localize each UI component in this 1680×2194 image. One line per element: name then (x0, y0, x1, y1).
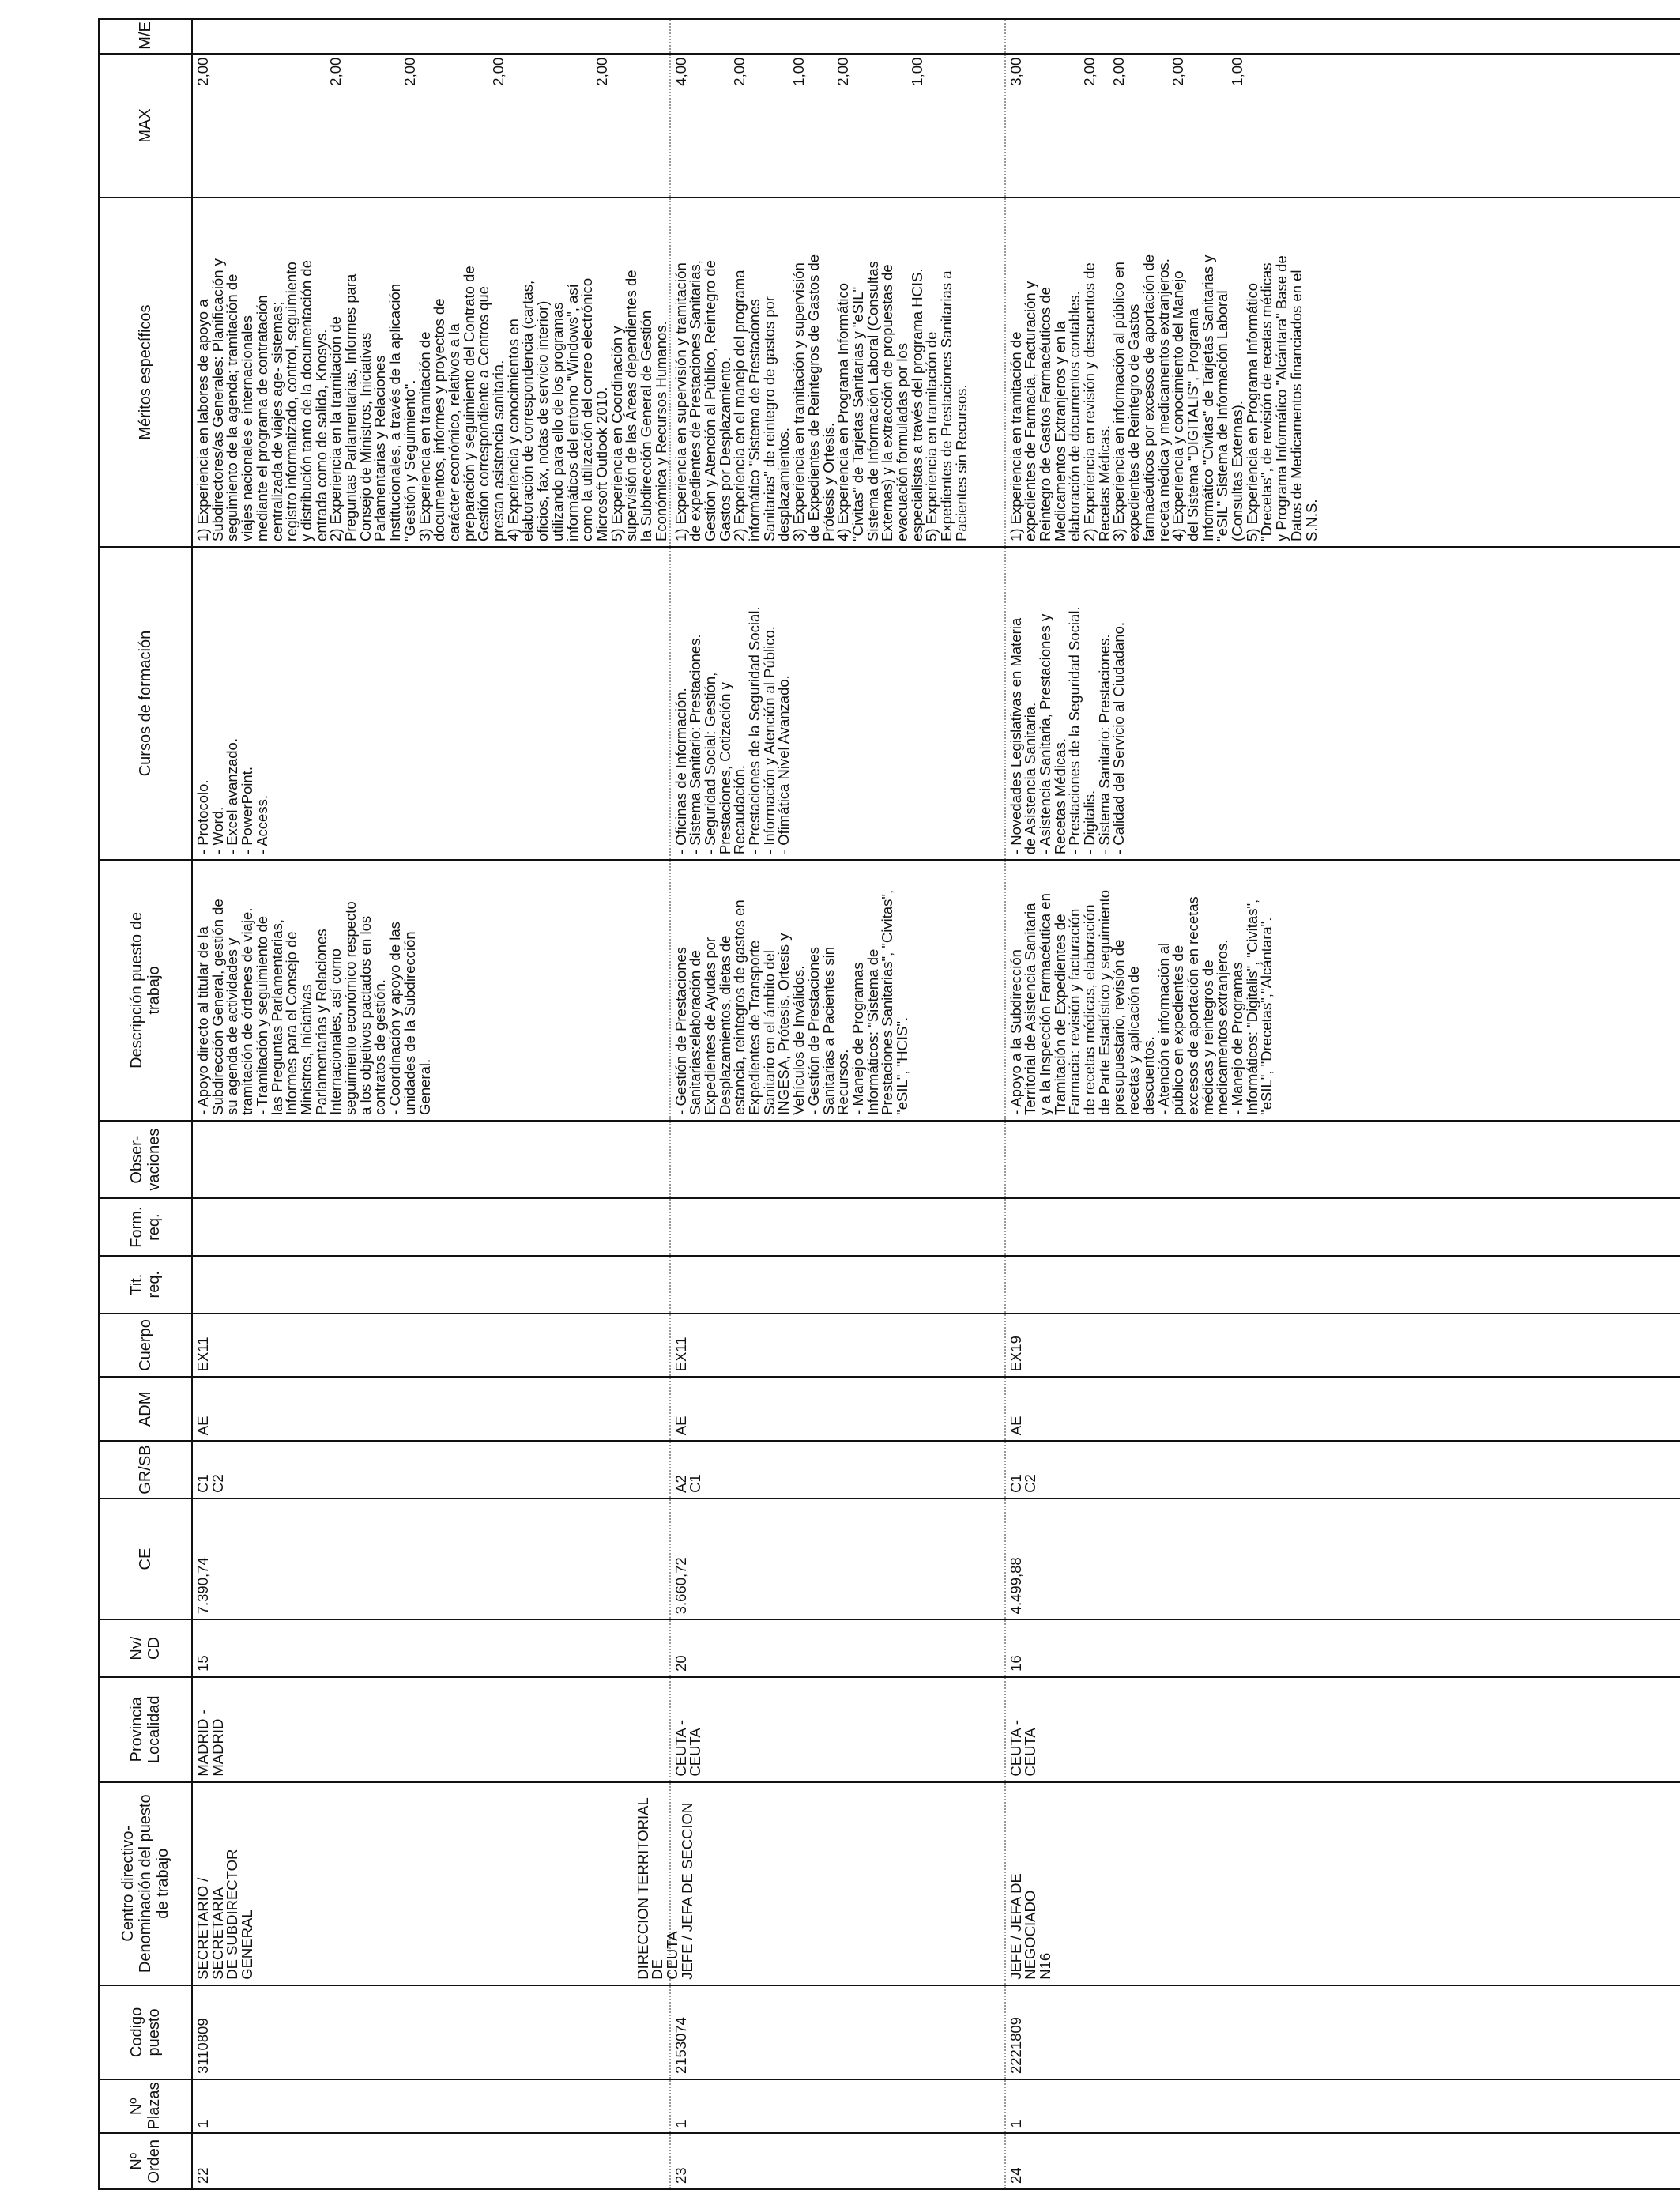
cell-cursos: - Oficinas de Información. - Sistema Sanitario: Prestaciones. - Seguridad Social: Gestión, Prestaciones, Cotización y Recaudación. - Prestaciones de la Seguridad Social. - Información y Atención al Público. - Ofimática Nivel Avanzado. (670, 547, 1005, 860)
cell-nv: 16 (1005, 1619, 1680, 1677)
cell-tit (192, 1256, 670, 1314)
header-meritos: Méritos específicos (99, 198, 192, 547)
job-positions-table (98, 18, 1680, 2190)
puesto-denominacion: JEFE / JEFA DE SECCION (678, 1802, 695, 1980)
max-score-value: 2,00 (327, 57, 345, 86)
cell-obs (1005, 1121, 1680, 1199)
cell-cuerpo: EX19 (1005, 1314, 1680, 1378)
cell-ce: 7.390,74 (192, 1498, 670, 1619)
cell-plazas: 1 (192, 2079, 670, 2133)
table-row (192, 19, 670, 2189)
cell-max (192, 54, 670, 198)
header-cursos: Cursos de formación (99, 547, 192, 860)
cell-meritos: 1) Experiencia en tramitación de expedientes de Farmacia, Facturación y Reintegro de Gastos Farmacéuticos de Medicamentos Extranjeros y en la elaboración de documentos contables. 2) Experiencia en revisión y descuentos de Recetas Médicas. 3) Experiencia en información al público en expedientes de Reintegro de Gastos farmacéuticos por excesos de aportación de receta médica y medicamentos extranjeros. 4) Experiencia y conocimiento del Manejo del Sistema "DIGITALIS", Programa Informático "Civitas" de Tarjetas Sanitarias y "eSIL" Sistema de Información Laboral (Consultas Externas). 5) Experiencia en Programa Informático "Drecetas", de revisión de recetas médicas y Programa Informático "Alcántara" Base de Datos de Medicamentos financiados en el S.N.S. (1005, 198, 1680, 547)
header-adm: ADM (99, 1377, 192, 1441)
cell-me (192, 19, 670, 54)
max-score-value: 2,00 (593, 57, 610, 86)
cell-provincia: MADRID - MADRID (192, 1677, 670, 1782)
header-desc: Descripción puesto de trabajo (99, 860, 192, 1121)
header-max: MAX (99, 54, 192, 198)
cell-max (1005, 54, 1680, 198)
max-score-value: 2,00 (731, 57, 748, 86)
cell-form (1005, 1198, 1680, 1256)
header-tit: Tit. req. (99, 1256, 192, 1314)
header-centro: Centro directivo- Denominación del puesto de trabajo (99, 1782, 192, 1985)
header-orden: Nº Orden (99, 2133, 192, 2189)
cell-provincia: CEUTA - CEUTA (1005, 1677, 1680, 1782)
cell-form (192, 1198, 670, 1256)
cell-orden: 22 (192, 2133, 670, 2189)
table-row (670, 19, 1005, 2189)
table-row (1005, 19, 1680, 2189)
max-score-value: 1,00 (1229, 57, 1245, 86)
header-form: Form. req. (99, 1198, 192, 1256)
cell-ce: 4.499,88 (1005, 1498, 1680, 1619)
cell-form (670, 1198, 1005, 1256)
header-plazas: Nº Plazas (99, 2079, 192, 2133)
cell-adm: AE (192, 1377, 670, 1441)
cell-cuerpo: EX11 (670, 1314, 1005, 1378)
cell-gr: C1 C2 (192, 1441, 670, 1498)
cell-ce: 3.660,72 (670, 1498, 1005, 1619)
cell-obs (192, 1121, 670, 1199)
header-provincia: Provincia Localidad (99, 1677, 192, 1782)
max-score-value: 1,00 (790, 57, 808, 86)
cell-nv: 15 (192, 1619, 670, 1677)
cell-adm: AE (1005, 1377, 1680, 1441)
cell-plazas: 1 (1005, 2079, 1680, 2133)
cell-centro (634, 1782, 1005, 1985)
cell-cursos: - Protocolo. - Word. - Excel avanzado. - PowerPoint. - Access. (192, 547, 670, 860)
cell-me (1005, 19, 1680, 54)
cell-tit (670, 1256, 1005, 1314)
cell-tit (1005, 1256, 1680, 1314)
cell-orden: 24 (1005, 2133, 1680, 2189)
cell-obs (670, 1121, 1005, 1199)
cell-adm: AE (670, 1377, 1005, 1441)
header-row (99, 19, 192, 2189)
cell-desc: - Apoyo a la Subdirección Territorial de Asistencia Sanitaria y a la Inspección Farmacéutica en Tramitación de Expedientes de Farmacia: revisión y facturación de recetas médicas, elaboración de Parte Estadístico y seguimiento presupuestario, revisión de recetas y aplicación de descuentos. - Atención e información al público en expedientes de excesos de aportación en recetas médicas y reintegros de medicamentos extranjeros. - Manejo de Programas Informáticos: "Digitalis", "Civitas", "eSIL", "Drecetas","Alcántara". (1005, 860, 1680, 1121)
cell-codigo: 2153074 (670, 1985, 1005, 2079)
header-cuerpo: Cuerpo (99, 1314, 192, 1378)
cell-centro: SECRETARIO / SECRETARIA DE SUBDIRECTOR GENERAL (192, 1782, 670, 1985)
cell-gr: A2 C1 (670, 1441, 1005, 1498)
max-score-value: 2,00 (490, 57, 507, 86)
max-score-value: 2,00 (401, 57, 418, 86)
centro-directivo: DIRECCION TERRITORIAL DE CEUTA (634, 1797, 680, 1980)
cell-provincia: CEUTA - CEUTA (670, 1677, 1005, 1782)
cell-gr: C1 C2 (1005, 1441, 1680, 1498)
max-score-value: 3,00 (1007, 57, 1024, 86)
cell-orden: 23 (670, 2133, 1005, 2189)
header-me: M/E (99, 19, 192, 54)
max-score-value: 4,00 (672, 57, 689, 86)
cell-me (670, 19, 1005, 54)
max-score-value: 2,00 (1110, 57, 1128, 86)
header-obs: Obser- vaciones (99, 1121, 192, 1199)
cell-cuerpo: EX11 (192, 1314, 670, 1378)
cell-codigo: 2221809 (1005, 1985, 1680, 2079)
cell-cursos: - Novedades Legislativas en Materia de Asistencia Sanitaria. - Asistencia Sanitaria, Prestaciones y Recetas Médicas. - Prestaciones de la Seguridad Social. - Digitalis. - Sistema Sanitario: Prestaciones. - Calidad del Servicio al Ciudadano. (1005, 547, 1680, 860)
header-ce: CE (99, 1498, 192, 1619)
cell-plazas: 1 (670, 2079, 1005, 2133)
cell-desc: - Apoyo directo al titular de la Subdirección General, gestión de su agenda de actividades y tramitación de órdenes de viaje. - Tramitación y seguimiento de las Preguntas Parlamentarias, Informes para el Consejo de Ministros, Iniciativas Parlamentarias y Relaciones Internacionales, así como seguimiento económico respecto a los objetivos pactados en los contratos de gestión. - Coordinación y apoyo de las unidades de la Subdirección General. (192, 860, 670, 1121)
header-gr: GR/SB (99, 1441, 192, 1498)
cell-nv: 20 (670, 1619, 1005, 1677)
max-score-value: 2,00 (834, 57, 852, 86)
header-nv: Nv/ CD (99, 1619, 192, 1677)
cell-centro: JEFE / JEFA DE NEGOCIADO N16 (1005, 1782, 1680, 1985)
cell-desc: - Gestión de Prestaciones Sanitarias:elaboración de Expedientes de Ayudas por Desplazamientos, dietas de estancia, reintegros de gastos en Expedientes de Transporte Sanitario en el ámbito del INGESA, Prótesis, Ortesis y Vehículos de Inválidos. - Gestión de Prestaciones Sanitarias a Pacientes sin Recursos. - Manejo de Programas Informáticos: "Sistema de Prestaciones Sanitarias", "Civitas", "eSIL", "HCIS". (670, 860, 1005, 1121)
max-score-value: 2,00 (194, 57, 211, 86)
max-score-value: 2,00 (1081, 57, 1098, 86)
max-score-value: 2,00 (1170, 57, 1187, 86)
cell-meritos: 1) Experiencia en labores de apoyo a Subdirectores/as Generales: Planificación y seguimiento de la agenda; tramitación de viajes nacionales e internacionales mediante el programa de contratación centralizada de viajes age- sistemas; registro informatizado, control, seguimiento y distribución tanto de la documentación de entrada como de salida, Knosys. 2) Experiencia en la tramitación de Preguntas Parlamentarias, Informes para Consejo de Ministros, Iniciativas Parlamentarias y Relaciones Institucionales, a través de la aplicación "Gestión y Seguimiento". 3) Experiencia en tramitación de documentos, informes y proyectos de carácter económico, relativos a la preparación y seguimiento del Contrato de Gestión correspondiente a Centros que prestan asistencia sanitaria. 4) Experiencia y conocimientos en elaboración de correspondencia (cartas, oficios, fax, notas de servicio interior) utilizando para ello de los programas informáticos del entorno "Windows", así como la utilización del correo electrónico Microsoft Outlook 2010. 5) Experiencia en Coordinación y supervisión de las Áreas dependientes de la Subdirección General de Gestión Económica y Recursos Humanos. (192, 198, 670, 547)
max-score-value: 1,00 (908, 57, 925, 86)
cell-max (670, 54, 1005, 198)
cell-codigo: 3110809 (192, 1985, 670, 2079)
header-codigo: Codigo puesto (99, 1985, 192, 2079)
cell-meritos: 1) Experiencia en supervisión y tramitación de expedientes de Prestaciones Sanitarias, Gestión y Atención al Público, Reintegro de Gastos por Desplazamiento. 2) Experiencia en el manejo del programa informático "Sistema de Prestaciones Sanitarias" de reintegro de gastos por desplazamientos. 3) Experiencia en tramitación y supervisión de Expedientes de Reintegros de Gastos de Prótesis y Ortesis. 4) Experiencia en Programa Informático "Civitas" de Tarjetas Sanitarias y "eSIL" Sistema de Información Laboral (Consultas Externas) y la extracción de propuestas de evacuación formuladas por los especialistas a través del programa HCIS. 5) Experiencia en tramitación de Expedientes de Prestaciones Sanitarias a Pacientes sin Recursos. (670, 198, 1005, 547)
